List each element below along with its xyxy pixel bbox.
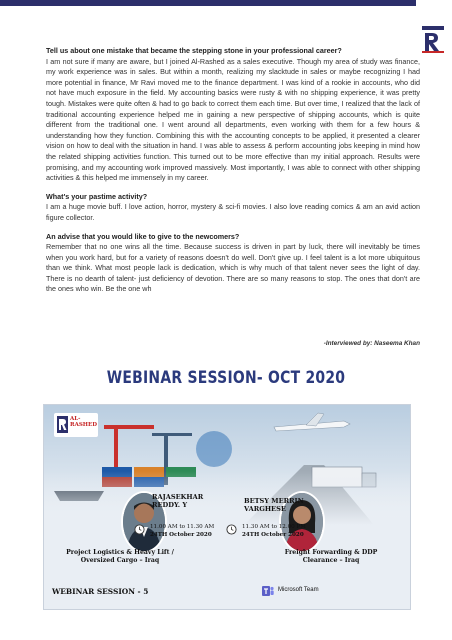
speaker1-topic [50,549,190,565]
speaker2-time: 11.30 AM to 12.00 PM [242,524,307,530]
clock-icon [134,524,145,535]
header-bar [0,0,416,6]
webinar-heading: WEBINAR SESSION- OCT 2020 [106,368,346,388]
webinar-poster [43,404,411,610]
interviewer-credit: -Interviewed by: Naseema Khan [323,340,420,347]
speaker1-date: 24TH October 2020 [150,532,212,538]
question-pastime: What's your pastime activity? [46,191,148,201]
answer-pastime: I am a huge movie buff. I love action, horror, mystery & sci-fi movies. I also love reading comics & am an avid action figure collector. [46,202,420,222]
speaker1-schedule [150,523,214,539]
clock-icon [226,524,237,535]
speaker2-name-line2: VARGHESE [244,505,286,513]
platform-label: Microsoft Team [278,587,319,593]
speaker1-topic-line2: Oversized Cargo – Iraq [80,557,160,564]
speaker2-topic [256,549,406,565]
answer-advice: Remember that no one wins all the time. Because success is driven in part by luck, there will inevitably be times when you work hard, but for a variety of reasons doesn't do well. Don't give up. I feel talent is a lot more ubiquitous than we think. What most people lack is dedication, which is why much of that talent never sees the light of day. There is no dearth of talent- just deficiency of devotion. There are so many reasons to stop. The ones that don't are the ones who win. Be the one wh [46,242,420,294]
poster-brand-logo [54,413,98,437]
speaker2-schedule [242,523,306,539]
answer-mistake: I am not sure if many are aware, but I joined Al-Rashed as a sales executive. Though my area of study was finance, my work experience was in sales. But within a month, realizing my slacktude in sales or maybe recognizing I had more potential in finance, Mr Ravi moved me to the finance department. I was kind of a rookie in accounts, who did not have much exposure in the field. My accounting basics were rusty & with no shipping experience, it was pretty tough. Mistakes were quite often & had to go back to correct them each time. But over time, I realized that the lack of traditional accounting experience helped me in gaining a new perspective of shipping accounts, which is quite different from the traditional one. I went around all departments, even working with them for a few hours & understanding how they function. Combining this with the accounting concepts to be applied, it presented a clearer vision on how to deal with the situation in hand. I was able to assess & perform accounting jobs keeping in mind how the related shipping activities function. This turned out to be more effective than my initial approach. Results were promising, and my accounting work improved massively. Most importantly, I was able to connect with other shipping activities & this helped me immensely in my career. [46,56,420,183]
speaker1-name-line1: RAJASEKHAR [152,493,204,501]
question-mistake: Tell us about one mistake that became the stepping stone in your professional career? [46,46,342,55]
poster-brand-name: AL-RASHED [70,416,97,428]
speaker2-topic-line1: Freight Forwarding & DDP [284,549,378,556]
logistics-collage-image [44,405,410,525]
company-logo-icon [420,24,446,54]
question-advice: An advise that you would like to give to the newcomers? [46,231,240,241]
speaker2-topic-line2: Clearance – Iraq [302,557,360,564]
microsoft-teams-icon [262,585,274,597]
speaker1-time: 11.00 AM to 11.30 AM [150,524,215,530]
interview-content [46,46,420,303]
speaker2-date: 24TH October 2020 [242,532,304,538]
speaker1-name [152,493,203,509]
speaker1-name-line2: REDDY. Y [152,501,188,509]
speaker2-name-line1: BETSY MERRIN [244,497,304,505]
speaker2-name [244,497,304,513]
brand-mark-icon [57,416,68,433]
webinar-session-label: WEBINAR SESSION - 5 [52,587,149,596]
speaker1-topic-line1: Project Logistics & Heavy Lift / [66,549,174,556]
